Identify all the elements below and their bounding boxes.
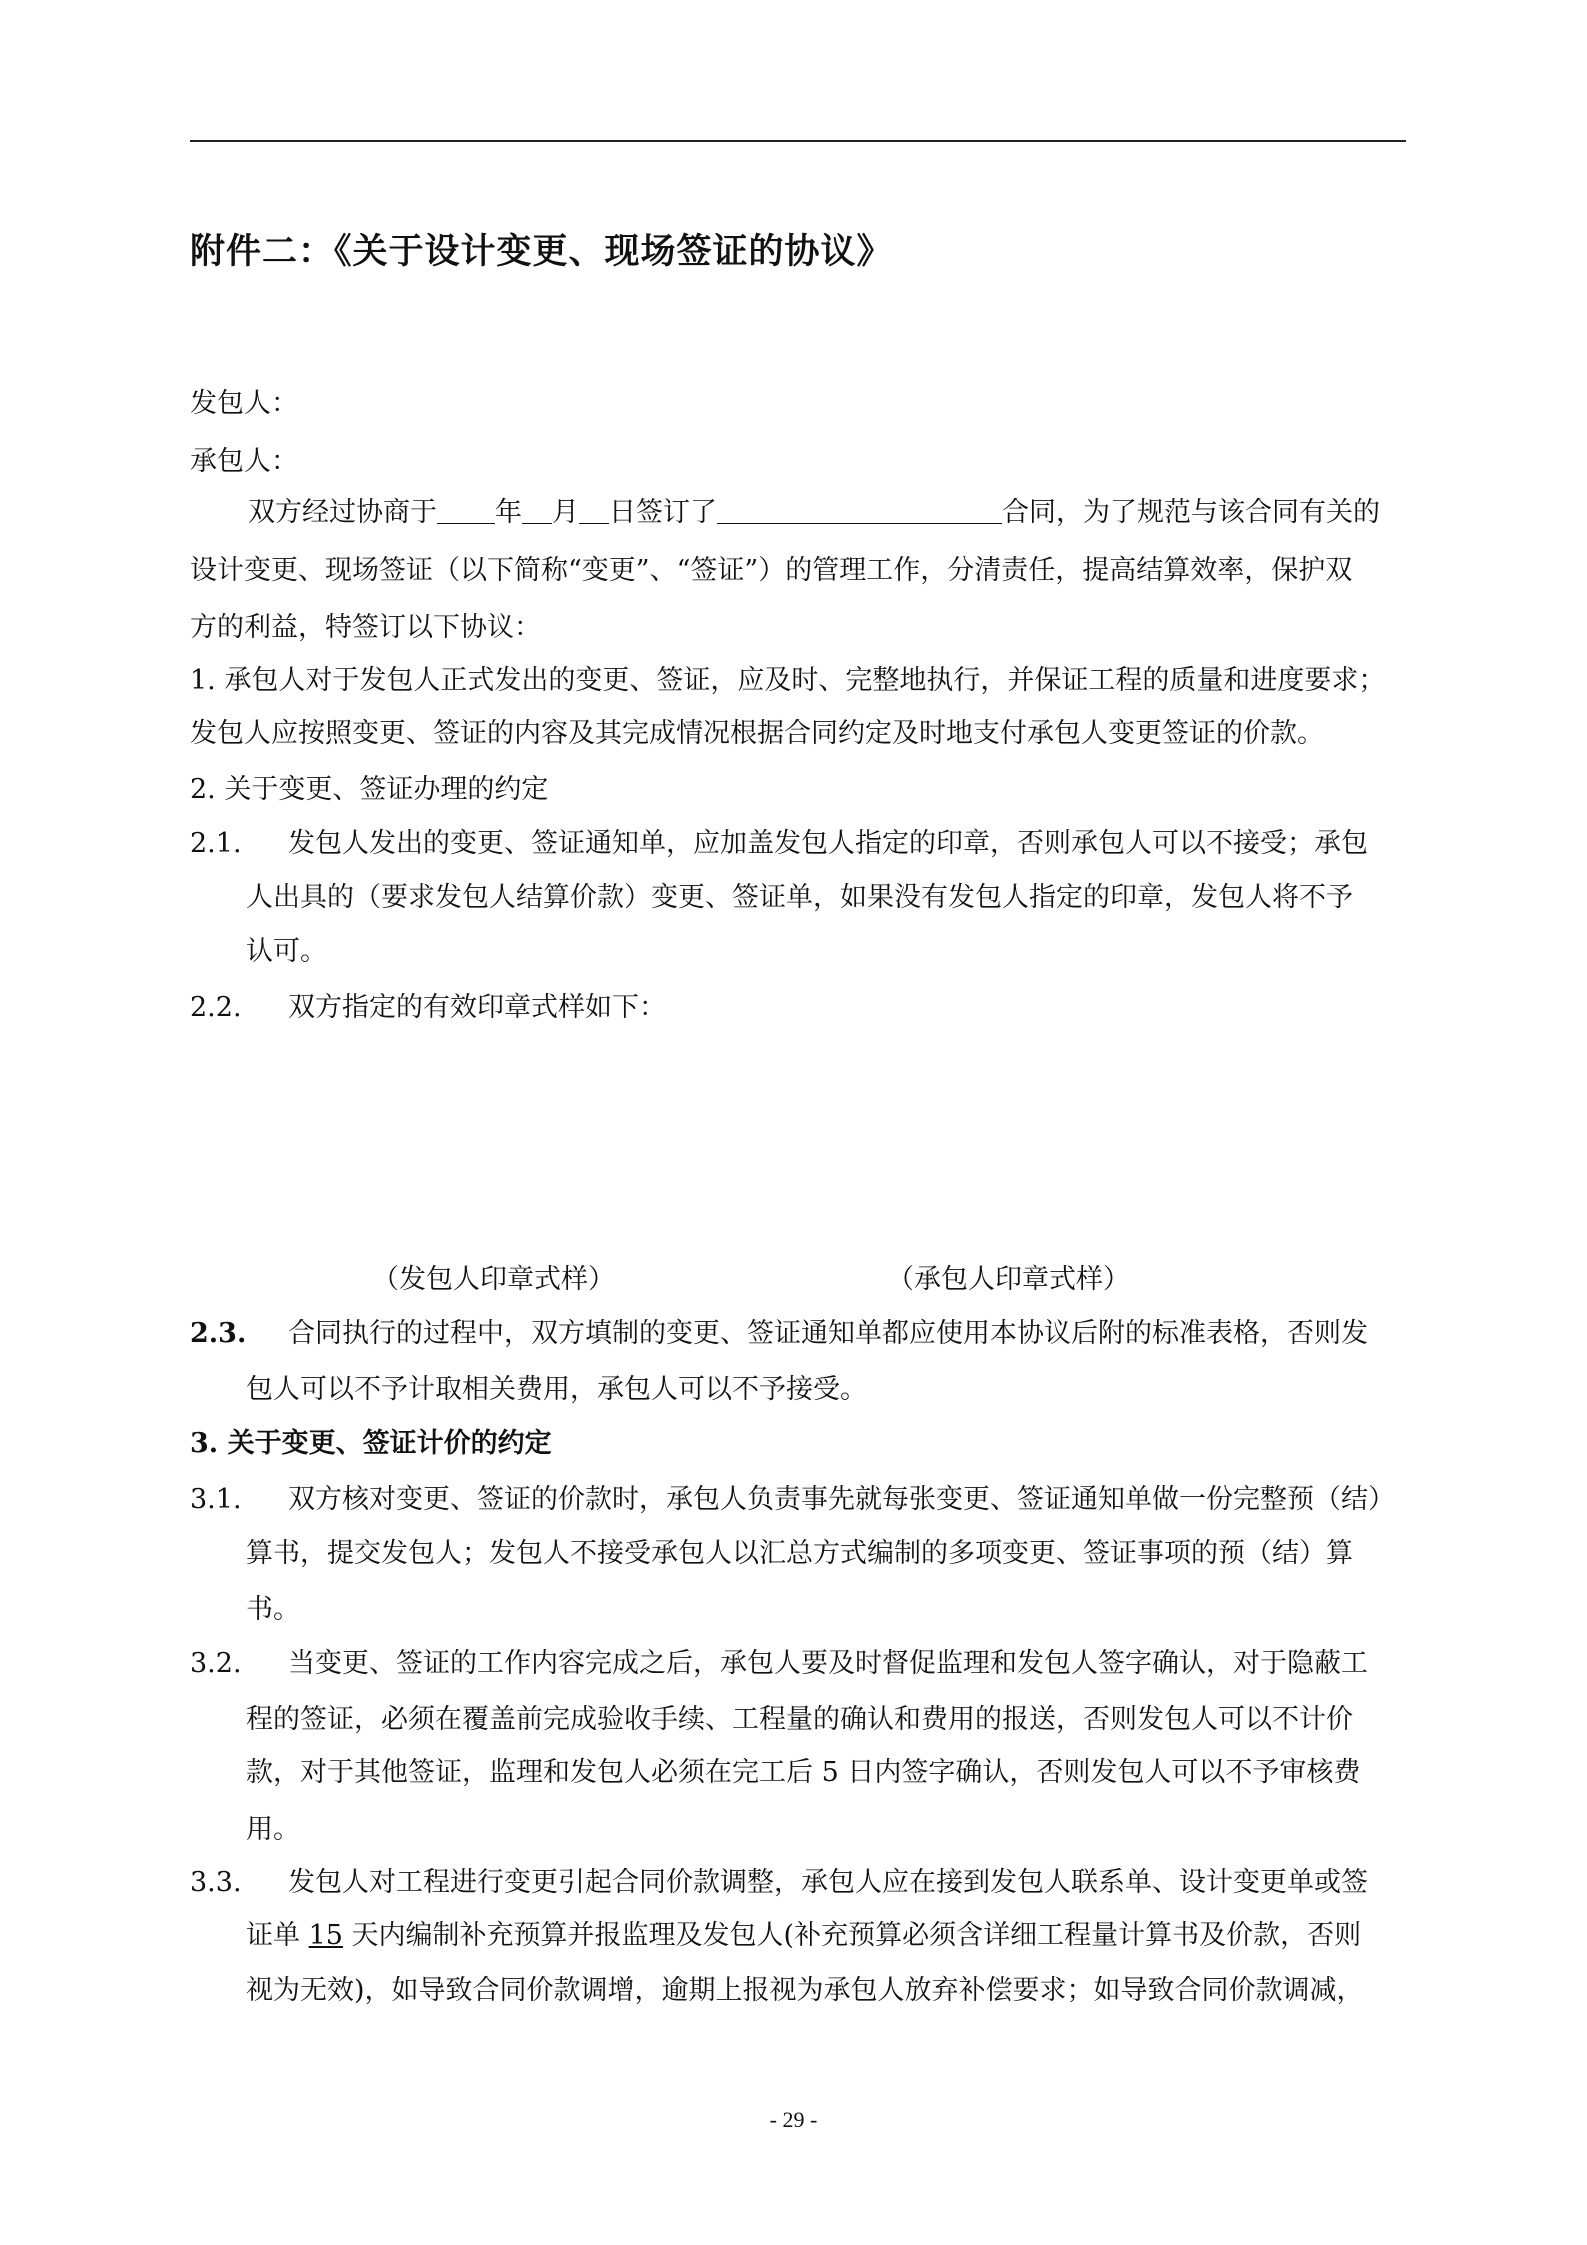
- clause-2-2-line-1: 双方指定的有效印章式样如下：: [288, 992, 666, 1023]
- clause-3-2-number: 3.2.: [190, 1648, 242, 1679]
- clause-3-1-line-2: 算书，提交发包人；发包人不接受承包人以汇总方式编制的多项变更、签证事项的预（结）算: [246, 1538, 1353, 1569]
- clause-3-1-line-3: 书。: [246, 1594, 300, 1625]
- intro-line-1: [248, 499, 1380, 526]
- clause-2-3-line-2: 包人可以不予计取相关费用，承包人可以不予接受。: [246, 1374, 867, 1405]
- clause-3-3-line-3: 视为无效)，如导致合同价款调增，逾期上报视为承包人放弃补偿要求；如导致合同价款调减，: [246, 1975, 1364, 2006]
- clause-3-2-line-3: 款，对于其他签证，监理和发包人必须在完工后 5 日内签字确认，否则发包人可以不予审核费: [246, 1757, 1361, 1788]
- blank-contract-name: [717, 499, 1002, 524]
- intro-text-d: 日签订了: [609, 497, 717, 528]
- section-2-heading: 2. 关于变更、签证办理的约定: [190, 774, 549, 805]
- clause-2-3-number: 2.3.: [190, 1318, 247, 1349]
- blank-day: [579, 499, 609, 524]
- clause-3-1-number: 3.1.: [190, 1484, 242, 1515]
- contractor-label: 承包人：: [190, 446, 298, 477]
- clause-3-2-line-2: 程的签证，必须在覆盖前完成验收手续、工程量的确认和费用的报送，否则发包人可以不计价: [246, 1704, 1353, 1735]
- clause-3-3-text-b: 天内编制补充预算并报监理及发包人(补充预算必须含详细工程量计算书及价款，否则: [351, 1920, 1362, 1951]
- section-1-line-2: 发包人应按照变更、签证的内容及其完成情况根据合同约定及时地支付承包人变更签证的价款。: [190, 718, 1324, 749]
- page-title: 附件二：《关于设计变更、现场签证的协议》: [190, 232, 893, 272]
- clause-2-1-line-1: 发包人发出的变更、签证通知单，应加盖发包人指定的印章，否则承包人可以不接受；承包: [288, 828, 1368, 859]
- clause-3-3-text-a: 证单: [246, 1920, 300, 1951]
- intro-text-c: 月: [552, 497, 579, 528]
- clause-3-3-number: 3.3.: [190, 1867, 242, 1898]
- clause-2-1-number: 2.1.: [190, 828, 242, 859]
- header-rule: [190, 140, 1406, 142]
- clause-2-1-line-2: 人出具的（要求发包人结算价款）变更、签证单，如果没有发包人指定的印章，发包人将不予: [246, 882, 1353, 913]
- clause-2-1-line-3: 认可。: [246, 936, 327, 967]
- intro-line-2: 设计变更、现场签证（以下简称“变更”、“签证”）的管理工作，分清责任，提高结算效率，保护双: [190, 555, 1353, 586]
- blank-month: [522, 499, 552, 524]
- intro-text-e: 合同，为了规范与该合同有关的: [1002, 497, 1380, 528]
- clause-2-3-line-1: 合同执行的过程中，双方填制的变更、签证通知单都应使用本协议后附的标准表格，否则发: [288, 1318, 1368, 1349]
- intro-line-3: 方的利益，特签订以下协议：: [190, 612, 541, 643]
- clause-2-2-number: 2.2.: [190, 992, 242, 1023]
- clause-3-3-line-2: [246, 1922, 1361, 1949]
- clause-3-2-line-4: 用。: [246, 1814, 300, 1845]
- section-1-line-1: 1. 承包人对于发包人正式发出的变更、签证，应及时、完整地执行，并保证工程的质量和进度要求；: [190, 665, 1386, 696]
- deadline-days: 15: [308, 1920, 343, 1951]
- clause-3-2-line-1: 当变更、签证的工作内容完成之后，承包人要及时督促监理和发包人签字确认，对于隐蔽工: [288, 1648, 1368, 1679]
- contractor-seal-sample-label: （承包人印章式样）: [887, 1264, 1130, 1295]
- employer-seal-sample-label: （发包人印章式样）: [372, 1264, 615, 1295]
- intro-text-b: 年: [495, 497, 522, 528]
- employer-label: 发包人：: [190, 388, 298, 419]
- page-number: - 29 -: [769, 2107, 818, 2132]
- clause-3-3-line-1: 发包人对工程进行变更引起合同价款调整，承包人应在接到发包人联系单、设计变更单或签: [288, 1867, 1368, 1898]
- clause-3-1-line-1: 双方核对变更、签证的价款时，承包人负责事先就每张变更、签证通知单做一份完整预（结）: [288, 1484, 1395, 1515]
- section-3-heading: 3. 关于变更、签证计价的约定: [190, 1428, 552, 1459]
- intro-text-a: 双方经过协商于: [248, 497, 437, 528]
- blank-year: [437, 499, 495, 524]
